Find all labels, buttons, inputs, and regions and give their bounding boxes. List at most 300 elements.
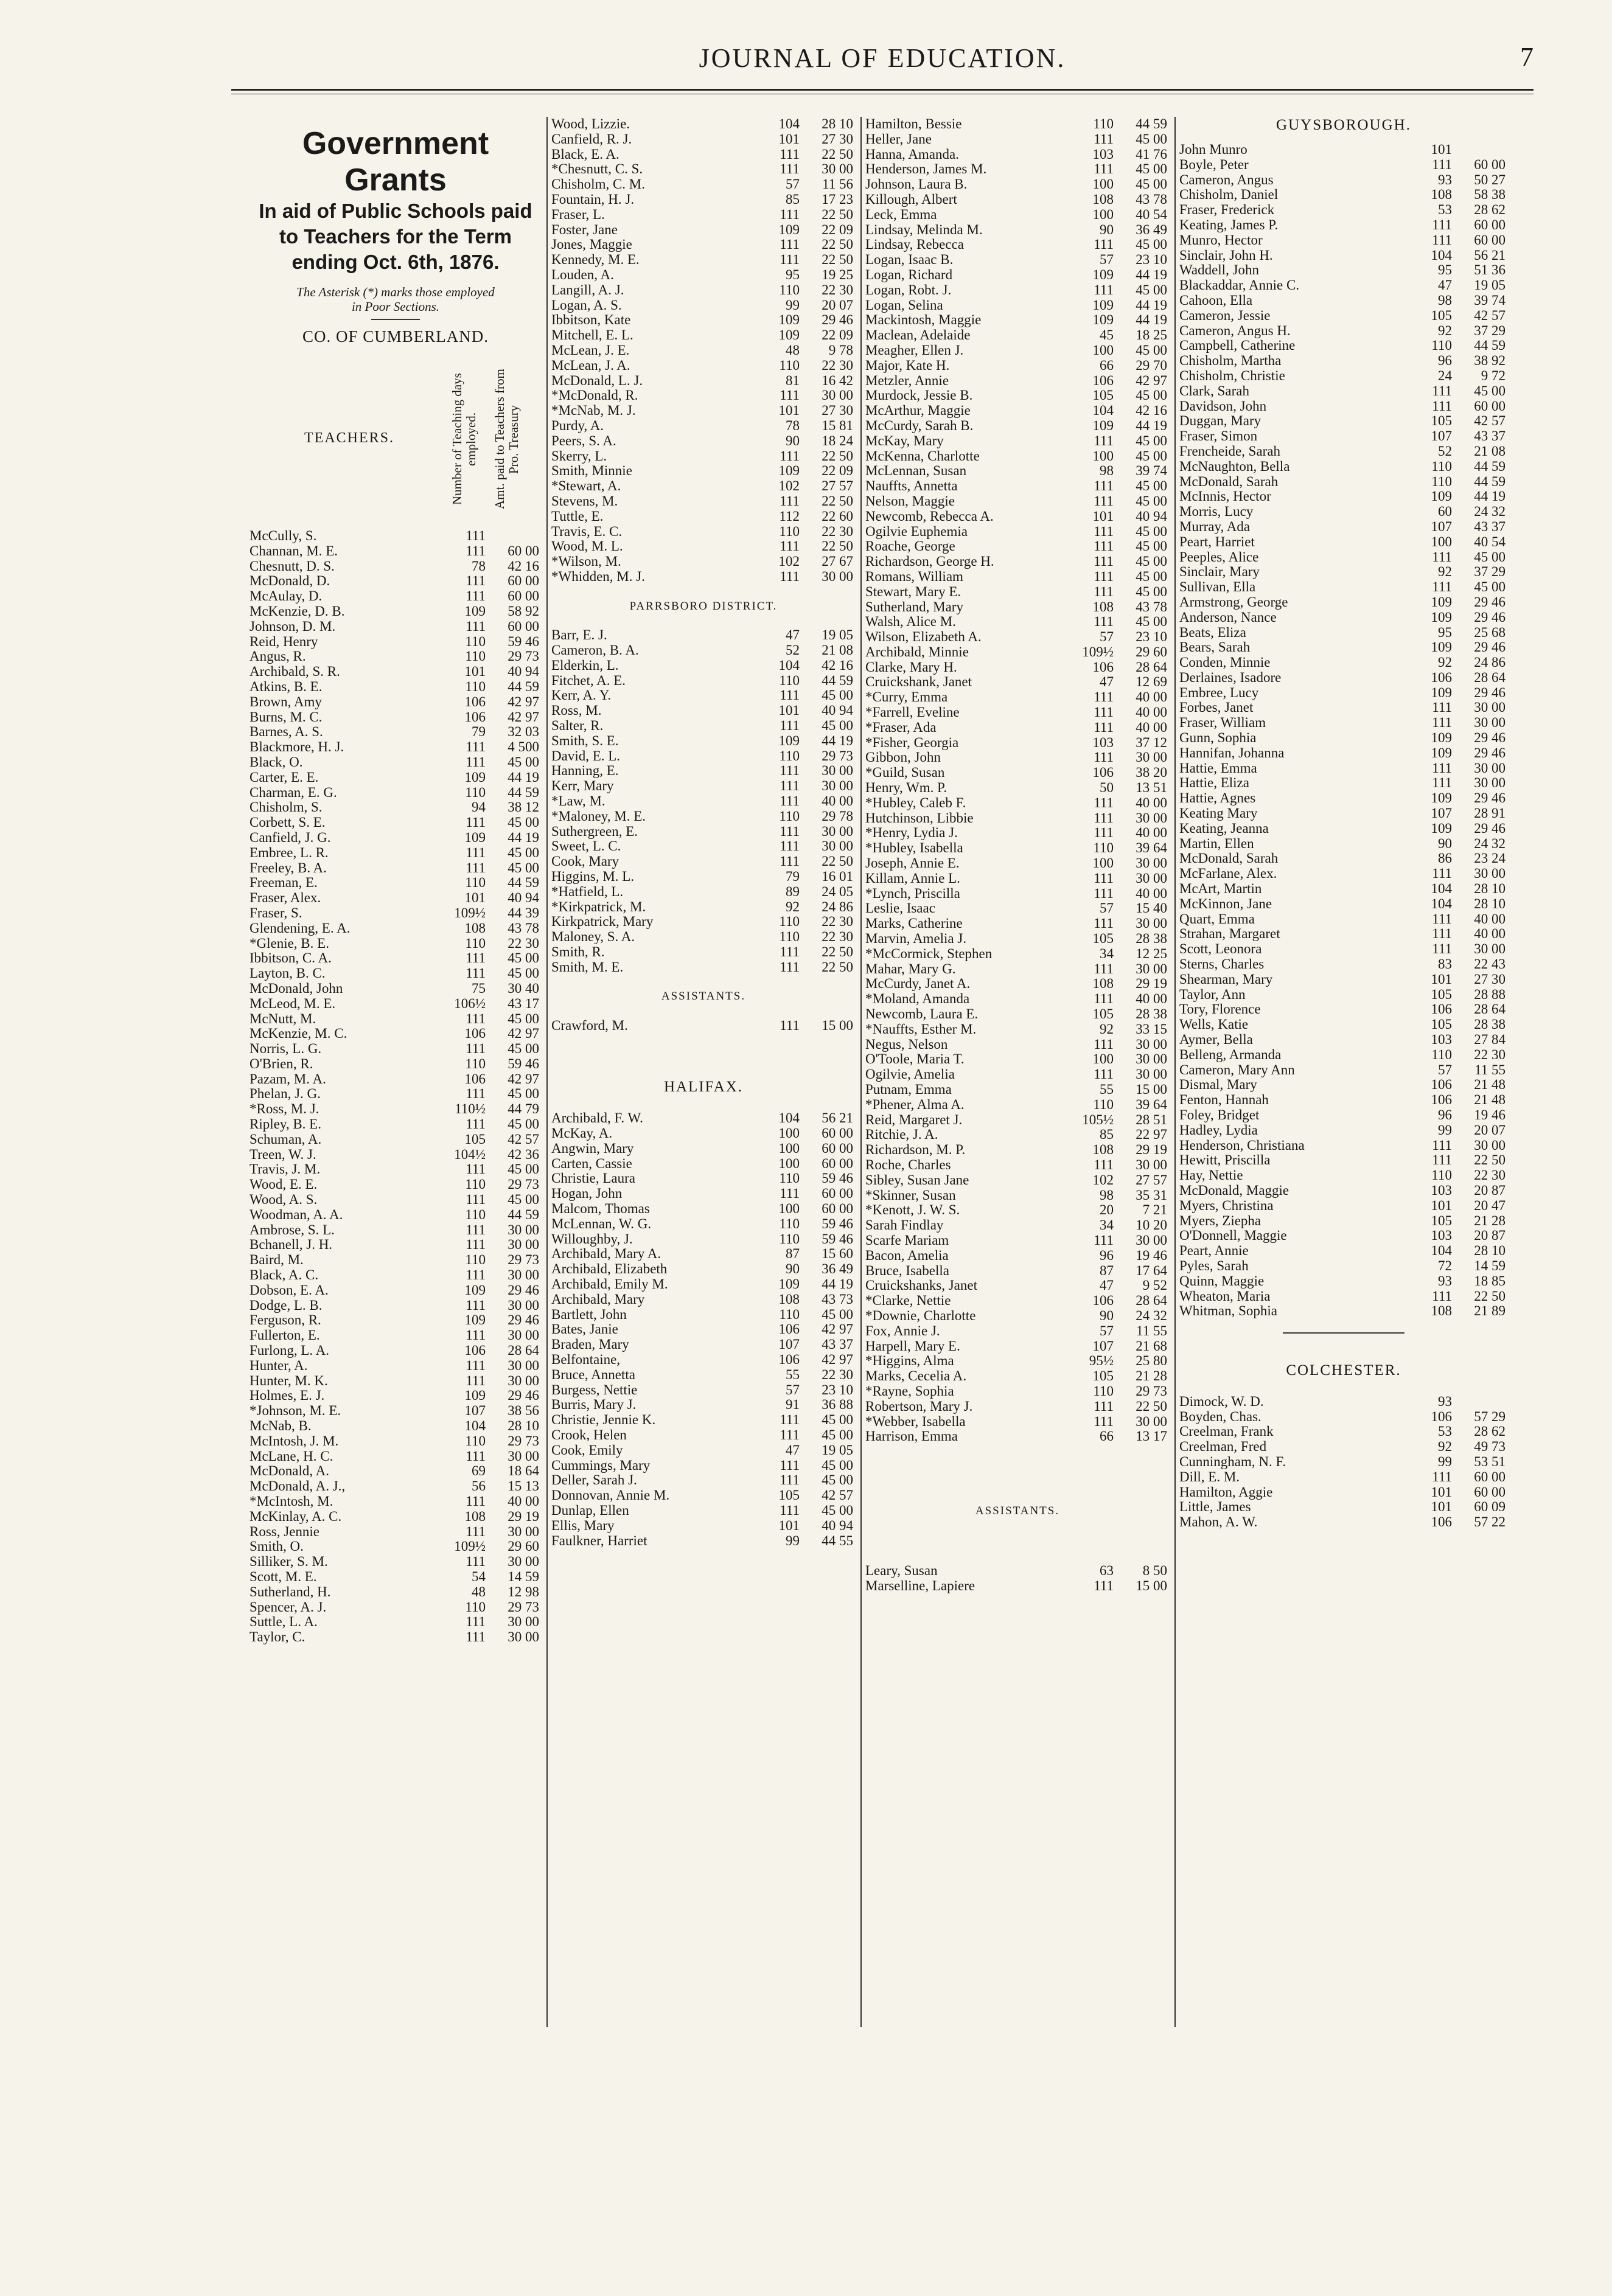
days-employed: 111 (1432, 383, 1452, 398)
teacher-name: McKenzie, M. C. (249, 1026, 347, 1042)
teacher-name: McDonald, A. (249, 1464, 329, 1479)
teacher-name: McDonald, D. (249, 574, 330, 589)
days-employed: 111 (780, 763, 800, 779)
days-employed: 100 (1092, 176, 1114, 192)
table-row (551, 207, 856, 223)
amount-paid: 45 00 (1136, 554, 1167, 569)
amount-paid: 12 98 (508, 1584, 539, 1599)
days-employed: 72 (1438, 1258, 1452, 1273)
table-row (249, 1162, 542, 1177)
days-employed: 104 (1092, 403, 1114, 419)
days-employed: 89 (786, 883, 800, 899)
table-row (865, 1067, 1170, 1082)
teacher-name: McLennan, W. G. (551, 1216, 652, 1231)
days-employed: 105 (464, 1131, 486, 1147)
amount-paid: 18 85 (1474, 1273, 1506, 1289)
amount-paid: 30 00 (1136, 810, 1167, 826)
table-row (249, 1117, 542, 1132)
teacher-name: Archibald, Minnie (865, 644, 969, 659)
table-row (551, 1247, 856, 1262)
table-row (865, 1278, 1170, 1293)
amount-paid: 36 49 (822, 1261, 853, 1277)
teacher-list (865, 117, 1170, 1444)
teacher-name: Bruce, Isabella (865, 1263, 949, 1278)
teacher-name: Ellis, Mary (551, 1518, 615, 1533)
table-row (249, 1419, 542, 1434)
teacher-name: *Higgins, Alma (865, 1354, 954, 1369)
days-employed: 106 (778, 1351, 800, 1367)
amount-paid: 60 00 (508, 573, 539, 589)
days-employed: 111 (1094, 493, 1114, 509)
table-row (249, 1479, 542, 1494)
amount-paid: 40 00 (508, 1494, 539, 1509)
days-employed: 107 (1431, 518, 1452, 534)
table-row (1179, 173, 1508, 188)
table-row (551, 643, 856, 658)
teacher-name: *Rayne, Sophia (865, 1383, 954, 1399)
days-employed: 111 (1094, 614, 1114, 630)
teacher-name: Fountain, H. J. (551, 192, 635, 207)
amount-paid: 42 57 (1474, 307, 1506, 323)
days-employed: 57 (1438, 1062, 1452, 1077)
amount-paid: 60 09 (1474, 1499, 1506, 1515)
days-employed: 106 (1431, 1077, 1452, 1093)
days-employed: 109 (464, 829, 486, 845)
teacher-name: Peart, Annie (1179, 1244, 1249, 1259)
days-employed: 105 (1092, 1006, 1114, 1022)
days-employed: 111 (1432, 579, 1452, 595)
teacher-name: McCully, S. (249, 529, 317, 543)
days-employed: 110 (779, 1171, 800, 1186)
table-row (1179, 158, 1508, 173)
amount-paid: 22 30 (822, 357, 853, 373)
table-row (1179, 1063, 1508, 1078)
teacher-name: McNaughton, Bella (1179, 459, 1290, 474)
days-employed: 101 (778, 1517, 800, 1533)
teacher-name: *Law, M. (551, 794, 605, 809)
table-row (1179, 504, 1508, 520)
teacher-name: *Phener, Alma A. (865, 1097, 965, 1112)
table-row (865, 494, 1170, 509)
days-employed: 111 (1094, 433, 1114, 448)
teacher-list (1179, 1394, 1508, 1530)
table-row (865, 252, 1170, 268)
table-row (1179, 595, 1508, 610)
teacher-name: Richardson, M. P. (865, 1143, 966, 1158)
amount-paid: 60 00 (822, 1186, 853, 1202)
table-row (249, 875, 542, 891)
days-employed: 111 (466, 528, 486, 543)
days-employed: 111 (1432, 926, 1452, 942)
days-employed: 106 (464, 694, 486, 709)
table-row (551, 328, 856, 343)
amount-paid: 45 00 (1136, 176, 1167, 192)
amount-paid: 44 19 (1136, 266, 1167, 282)
table-row (249, 830, 542, 846)
table-row (551, 268, 856, 283)
days-employed: 110 (779, 357, 800, 373)
table-row (551, 177, 856, 192)
amount-paid: 38 92 (1474, 353, 1506, 369)
teacher-name: Fraser, S. (249, 905, 302, 920)
days-employed: 110 (1431, 1046, 1452, 1062)
amount-paid: 56 21 (1474, 247, 1506, 263)
amount-paid: 44 59 (508, 875, 539, 891)
table-row (551, 223, 856, 238)
days-employed: 109 (1431, 609, 1452, 625)
amount-paid: 44 39 (508, 905, 539, 920)
teacher-name: Dimock, W. D. (1179, 1394, 1264, 1409)
days-employed: 104 (1431, 1243, 1452, 1259)
table-row (1179, 565, 1508, 580)
days-employed: 111 (1094, 1036, 1114, 1052)
teacher-name: Hadley, Lydia (1179, 1122, 1258, 1138)
teacher-name: Sullivan, Ella (1179, 580, 1256, 595)
table-row (1179, 1455, 1508, 1470)
days-employed: 109 (1431, 489, 1452, 504)
days-employed: 105 (1431, 1017, 1452, 1032)
table-row (249, 1072, 542, 1087)
amount-paid: 24 32 (1136, 1307, 1167, 1323)
days-employed: 111 (1094, 961, 1114, 976)
amount-paid: 40 00 (1136, 825, 1167, 841)
days-employed: 101 (1092, 508, 1114, 524)
days-employed: 24 (1438, 367, 1452, 383)
teacher-name: Whitman, Sophia (1179, 1304, 1277, 1319)
table-row (865, 449, 1170, 464)
amount-paid: 28 10 (1474, 1243, 1506, 1259)
amount-paid: 30 00 (508, 1448, 539, 1464)
amount-paid: 29 46 (1474, 790, 1506, 806)
amount-paid: 30 00 (508, 1629, 539, 1645)
amount-paid: 19 05 (1474, 277, 1506, 293)
guysborough-heading: GUYSBOROUGH. (1276, 117, 1411, 133)
days-employed: 111 (1432, 1288, 1452, 1304)
days-employed: 106 (464, 1026, 486, 1042)
teacher-name: Archibald, Mary A. (551, 1247, 661, 1262)
days-employed: 109 (778, 732, 800, 748)
teacher-name: Putnam, Emma (865, 1082, 952, 1097)
amount-paid: 53 51 (1474, 1453, 1506, 1469)
table-row (551, 1126, 856, 1141)
table-row (551, 252, 856, 268)
amount-paid: 16 01 (822, 869, 853, 885)
days-employed: 104 (1431, 247, 1452, 263)
table-row (551, 839, 856, 854)
teacher-name: Peers, S. A. (551, 433, 616, 448)
table-row (249, 770, 542, 785)
table-row (551, 419, 856, 434)
teacher-name: Peart, Harriet (1179, 534, 1255, 549)
table-row (1179, 897, 1508, 912)
table-row (865, 856, 1170, 871)
amount-paid: 17 64 (1136, 1262, 1167, 1278)
amount-paid: 43 73 (822, 1291, 853, 1307)
amount-paid: 22 50 (822, 854, 853, 869)
table-row (1179, 459, 1508, 475)
amount-paid: 28 64 (508, 1343, 539, 1358)
table-row (1179, 1410, 1508, 1425)
table-row (865, 1579, 1170, 1594)
table-row (865, 1429, 1170, 1444)
teacher-name: *Hatfield, L. (551, 884, 624, 899)
teacher-name: Martin, Ellen (1179, 836, 1254, 851)
teacher-name: Embree, L. R. (249, 845, 329, 860)
days-employed: 98 (1100, 1187, 1114, 1203)
amount-paid: 29 46 (1474, 820, 1506, 836)
teacher-name: Canfield, J. G. (249, 830, 331, 845)
days-employed: 103 (1431, 1228, 1452, 1244)
teacher-name: Chisholm, Martha (1179, 353, 1282, 369)
amount-paid: 22 30 (1474, 1046, 1506, 1062)
teacher-list (551, 117, 856, 585)
intro-block (249, 125, 542, 346)
teacher-name: Walsh, Alice M. (865, 614, 956, 630)
teacher-name: McDonald, Sarah (1179, 474, 1279, 489)
teacher-name: *Downie, Charlotte (865, 1308, 976, 1323)
table-row (249, 1630, 542, 1645)
teacher-name: Donnovan, Annie M. (551, 1488, 670, 1503)
amount-paid: 30 00 (508, 1297, 539, 1313)
days-employed: 110 (465, 875, 486, 891)
days-employed: 111 (780, 1502, 800, 1518)
table-row (1179, 580, 1508, 595)
table-row (249, 559, 542, 574)
days-employed: 78 (786, 417, 800, 433)
teacher-name: Keating, James P. (1179, 217, 1279, 232)
teacher-name: Reid, Margaret J. (865, 1112, 963, 1127)
teacher-name: Richardson, George H. (865, 554, 994, 569)
days-employed: 109 (464, 1282, 486, 1298)
amount-paid: 41 76 (1136, 146, 1167, 162)
short-rule (371, 319, 420, 320)
teacher-name: Brown, Amy (249, 694, 322, 709)
days-employed: 90 (1100, 221, 1114, 237)
days-employed: 111 (466, 950, 486, 966)
amount-paid: 22 30 (1474, 1167, 1506, 1183)
days-employed: 111 (780, 1472, 800, 1488)
table-row (865, 343, 1170, 358)
teacher-name: Ogilvie, Amelia (865, 1067, 955, 1082)
days-employed: 95 (786, 266, 800, 282)
table-row (865, 1354, 1170, 1369)
amount-paid: 40 54 (1136, 206, 1167, 222)
table-row (1179, 686, 1508, 701)
amount-paid: 30 00 (1474, 715, 1506, 731)
days-employed: 98 (1438, 292, 1452, 308)
table-row (1179, 399, 1508, 414)
teacher-name: Reid, Henry (249, 634, 318, 649)
table-row (551, 869, 856, 885)
days-employed: 108 (1092, 976, 1114, 992)
table-row (551, 162, 856, 177)
amount-paid: 60 00 (1474, 156, 1506, 172)
days-employed: 109 (1431, 790, 1452, 806)
days-employed: 109 (464, 1388, 486, 1404)
amount-paid: 60 00 (1474, 398, 1506, 414)
amount-paid: 39 64 (1136, 840, 1167, 856)
teacher-name: Roche, Charles (865, 1157, 951, 1172)
amount-paid: 42 97 (508, 709, 539, 725)
teacher-name: Layton, B. C. (249, 966, 326, 981)
teacher-name: Spencer, A. J. (249, 1599, 327, 1615)
teacher-name: Willoughby, J. (551, 1231, 633, 1247)
days-employed: 109 (464, 1312, 486, 1328)
teacher-name: McKenzie, D. B. (249, 604, 345, 619)
teacher-list (249, 529, 542, 1645)
teacher-name: Atkins, B. E. (249, 679, 323, 694)
table-row (1179, 520, 1508, 535)
teacher-name: McDonald, Maggie (1179, 1183, 1289, 1198)
table-row (551, 1232, 856, 1247)
days-employed: 111 (1094, 1066, 1114, 1082)
days-employed: 108 (464, 1508, 486, 1524)
amount-paid: 45 00 (1136, 523, 1167, 539)
teacher-name: Burgess, Nettie (551, 1382, 638, 1397)
amount-paid: 42 36 (508, 1146, 539, 1162)
teacher-list (551, 628, 856, 975)
table-row (551, 734, 856, 749)
table-row (249, 1313, 542, 1328)
amount-paid: 40 00 (1474, 926, 1506, 942)
days-employed: 102 (1092, 1172, 1114, 1188)
amount-paid: 27 30 (822, 403, 853, 419)
days-employed: 111 (466, 739, 486, 755)
amount-paid: 15 40 (1136, 900, 1167, 916)
teacher-name: Wilson, Elizabeth A. (865, 630, 982, 645)
teacher-name: Corbett, S. E. (249, 815, 326, 830)
amount-paid: 30 00 (508, 1614, 539, 1630)
amount-paid: 45 00 (508, 844, 539, 860)
amount-paid: 29 60 (508, 1539, 539, 1554)
amount-paid: 39 74 (1474, 292, 1506, 308)
days-employed: 106 (1431, 1408, 1452, 1424)
table-row (1179, 1138, 1508, 1153)
teacher-name: McNab, B. (249, 1419, 312, 1434)
amount-paid: 45 00 (508, 815, 539, 830)
amount-paid (1452, 142, 1508, 158)
teacher-name: McDonald, John (249, 981, 343, 996)
teacher-name: *Chesnutt, C. S. (551, 162, 643, 177)
days-employed: 111 (1094, 538, 1114, 554)
amount-paid: 22 50 (1474, 1288, 1506, 1304)
table-row (865, 947, 1170, 962)
days-employed: 111 (780, 448, 800, 464)
teacher-name: Morris, Lucy (1179, 504, 1254, 520)
table-row (551, 374, 856, 389)
table-row (249, 981, 542, 997)
table-row (551, 479, 856, 494)
amount-paid: 29 70 (1136, 357, 1167, 373)
amount-paid: 30 00 (1136, 1232, 1167, 1248)
teacher-name: Faulkner, Harriet (551, 1533, 647, 1548)
days-employed: 111 (466, 1614, 486, 1630)
teacher-name: Smith, R. (551, 945, 605, 960)
teacher-name: Carten, Cassie (551, 1156, 632, 1171)
table-row (865, 1113, 1170, 1128)
amount-paid: 20 07 (822, 297, 853, 313)
table-row (551, 1262, 856, 1277)
amount-paid: 22 60 (822, 508, 853, 524)
amount-paid: 24 32 (1474, 504, 1506, 520)
days-employed: 111 (780, 493, 800, 509)
table-row (865, 826, 1170, 841)
amount-paid: 30 00 (508, 1222, 539, 1237)
teacher-name: Keating Mary (1179, 806, 1258, 821)
teacher-name: Hattie, Agnes (1179, 791, 1256, 806)
table-row (249, 574, 542, 589)
days-employed: 110 (465, 1433, 486, 1449)
teacher-name: Quinn, Maggie (1179, 1273, 1265, 1289)
teacher-name: Scarfe Mariam (865, 1233, 949, 1248)
table-row (865, 660, 1170, 675)
teacher-name: *Ross, M. J. (249, 1102, 319, 1117)
teacher-name: Fraser, William (1179, 715, 1266, 731)
amount-paid: 16 42 (822, 372, 853, 388)
teacher-name: Mahon, A. W. (1179, 1515, 1258, 1530)
colchester-heading: COLCHESTER. (1286, 1362, 1401, 1379)
days-employed: 100 (1092, 855, 1114, 871)
table-row (865, 962, 1170, 977)
table-row (551, 434, 856, 449)
table-row (1179, 791, 1508, 806)
teacher-name: Ambrose, S. L. (249, 1222, 335, 1237)
table-row (249, 997, 542, 1012)
table-row (551, 237, 856, 252)
table-row (249, 906, 542, 921)
table-row (865, 1022, 1170, 1037)
teacher-name: *Moland, Amanda (865, 992, 970, 1007)
days-employed: 109 (778, 312, 800, 328)
days-employed: 111 (466, 1629, 486, 1645)
days-employed: 111 (780, 854, 800, 869)
teacher-name: Smith, M. E. (551, 959, 624, 975)
table-row (1179, 278, 1508, 293)
teacher-name: Nelson, Maggie (865, 493, 955, 509)
days-employed: 100 (778, 1200, 800, 1216)
table-row (1179, 1470, 1508, 1485)
table-row (551, 1292, 856, 1307)
teacher-name: Deller, Sarah J. (551, 1473, 637, 1488)
teacher-name: Kirkpatrick, Mary (551, 914, 654, 930)
teacher-name: Metzler, Annie (865, 373, 949, 388)
column-divider (1174, 117, 1176, 2027)
teacher-name: McFarlane, Alex. (1179, 866, 1277, 882)
amount-paid: 59 46 (822, 1171, 853, 1186)
teacher-name: Jones, Maggie (551, 237, 632, 252)
days-employed: 109½ (1082, 644, 1114, 659)
amount-paid: 44 59 (1136, 116, 1167, 131)
amount-paid: 59 46 (822, 1231, 853, 1247)
days-employed: 111 (1432, 398, 1452, 414)
amount-paid: 60 00 (822, 1125, 853, 1141)
teacher-name: Purdy, A. (551, 418, 604, 433)
amount-paid: 42 16 (508, 558, 539, 574)
table-row (249, 1192, 542, 1208)
table-row (551, 1157, 856, 1172)
amount-paid: 20 07 (1474, 1122, 1506, 1138)
days-employed: 81 (786, 372, 800, 388)
teacher-name: Freeley, B. A. (249, 860, 327, 875)
amount-paid: 22 50 (822, 206, 853, 222)
amount-paid: 30 00 (822, 161, 853, 177)
days-employed: 106 (464, 1071, 486, 1087)
days-employed: 45 (1100, 327, 1114, 343)
amount-paid: 45 00 (508, 1116, 539, 1132)
teacher-name: Chisholm, C. M. (551, 177, 646, 192)
table-row (865, 871, 1170, 886)
amount-paid: 58 38 (1474, 187, 1506, 203)
